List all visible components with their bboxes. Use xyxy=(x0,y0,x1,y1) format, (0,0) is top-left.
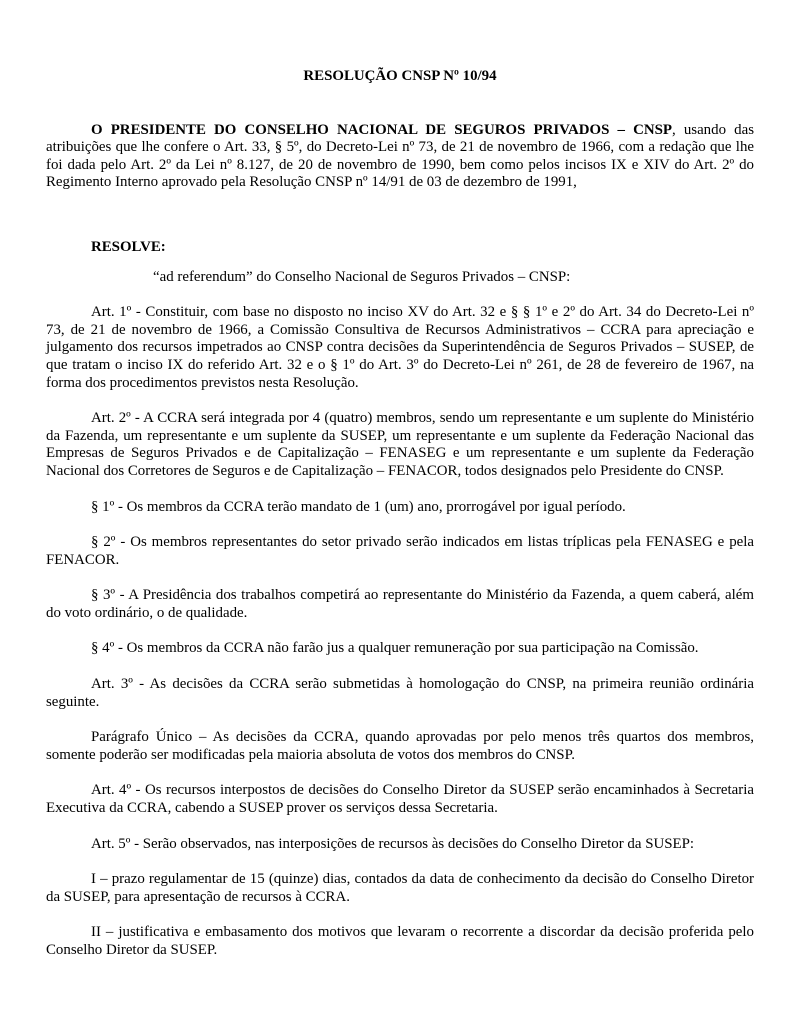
document-title: RESOLUÇÃO CNSP Nº 10/94 xyxy=(303,68,497,84)
article-5-item-i: I – prazo regulamentar de 15 (quinze) dias, contados da data de conhecimento da decisão do Conselho Diretor da SUSEP, para apresentação de recursos à CCRA. xyxy=(46,871,754,905)
resolve-heading: RESOLVE: xyxy=(91,238,166,255)
article-2-paragraph-2: § 2º - Os membros representantes do setor privado serão indicados em listas tríplicas pela FENASEG e pela FENACOR. xyxy=(46,534,754,568)
ad-referendum-line: “ad referendum” do Conselho Nacional de Seguros Privados – CNSP: xyxy=(153,268,571,285)
article-2-paragraph-4: § 4º - Os membros da CCRA não farão jus a qualquer remuneração por sua participação na Comissão. xyxy=(91,640,699,657)
article-5: Art. 5º - Serão observados, nas interposições de recursos às decisões do Conselho Diretor da SUSEP: xyxy=(91,835,695,852)
article-4: Art. 4º - Os recursos interpostos de decisões do Conselho Diretor da SUSEP serão encaminhados à Secretaria Executiva da CCRA, cabendo a SUSEP prover os serviços dessa Secretaria. xyxy=(46,782,754,817)
preamble-text: , usando das atribuições que lhe confere o Art. 33, § 5º, do Decreto-Lei nº 73, de 21 de novembro de 1966, com a redação que lhe foi dada pelo Art. 2º da Lei nº 8.127, de 20 de novembro de 1990, bem como pelos incisos IX e XIV do Art. 2º do Regimento Interno aprovado pela Resolução CNSP nº 14/91 de 03 de dezembro de 1991, xyxy=(46,121,754,191)
article-3: Art. 3º - As decisões da CCRA serão submetidas à homologação do CNSP, na primeira reunião ordinária seguinte. xyxy=(46,676,754,710)
article-2: Art. 2º - A CCRA será integrada por 4 (quatro) membros, sendo um representante e um suplente do Ministério da Fazenda, um representante e um suplente da SUSEP, um representante e um suplente da Federação Nacional das Empresas de Seguros Privados e de Capitalização – FENASEG e um representante e um suplente da Federação Nacional dos Corretores de Seguros e de Capitalização – FENACOR, todos designados pelo Presidente do CNSP. xyxy=(46,410,754,479)
preamble-paragraph xyxy=(46,122,754,192)
article-1: Art. 1º - Constituir, com base no disposto no inciso XV do Art. 32 e § § 1º e 2º do Art. 34 do Decreto-Lei nº 73, de 21 de novembro de 1966, a Comissão Consultiva de Recursos Administrativos – CCRA para apreciação e julgamento dos recursos impetrados ao CNSP contra decisões da Superintendência de Seguros Privados – SUSEP, de que tratam o inciso IX do referido Art. 32 e o § 1º do Art. 3º do Decreto-Lei nº 261, de 28 de fevereiro de 1967, na forma dos procedimentos previstos nesta Resolução. xyxy=(46,304,754,391)
article-2-paragraph-3: § 3º - A Presidência dos trabalhos competirá ao representante do Ministério da Fazenda, a quem caberá, além do voto ordinário, o de qualidade. xyxy=(46,587,754,621)
article-5-item-ii: II – justificativa e embasamento dos motivos que levaram o recorrente a discordar da decisão proferida pelo Conselho Diretor da SUSEP. xyxy=(46,924,754,958)
preamble-bold-heading: O PRESIDENTE DO CONSELHO NACIONAL DE SEGUROS PRIVADOS – CNSP xyxy=(91,121,672,138)
article-3-sole-paragraph: Parágrafo Único – As decisões da CCRA, quando aprovadas por pelo menos três quartos dos membros, somente poderão ser modificadas pela maioria absoluta de votos dos membros do CNSP. xyxy=(46,729,754,763)
article-2-paragraph-1: § 1º - Os membros da CCRA terão mandato de 1 (um) ano, prorrogável por igual período. xyxy=(91,498,626,515)
